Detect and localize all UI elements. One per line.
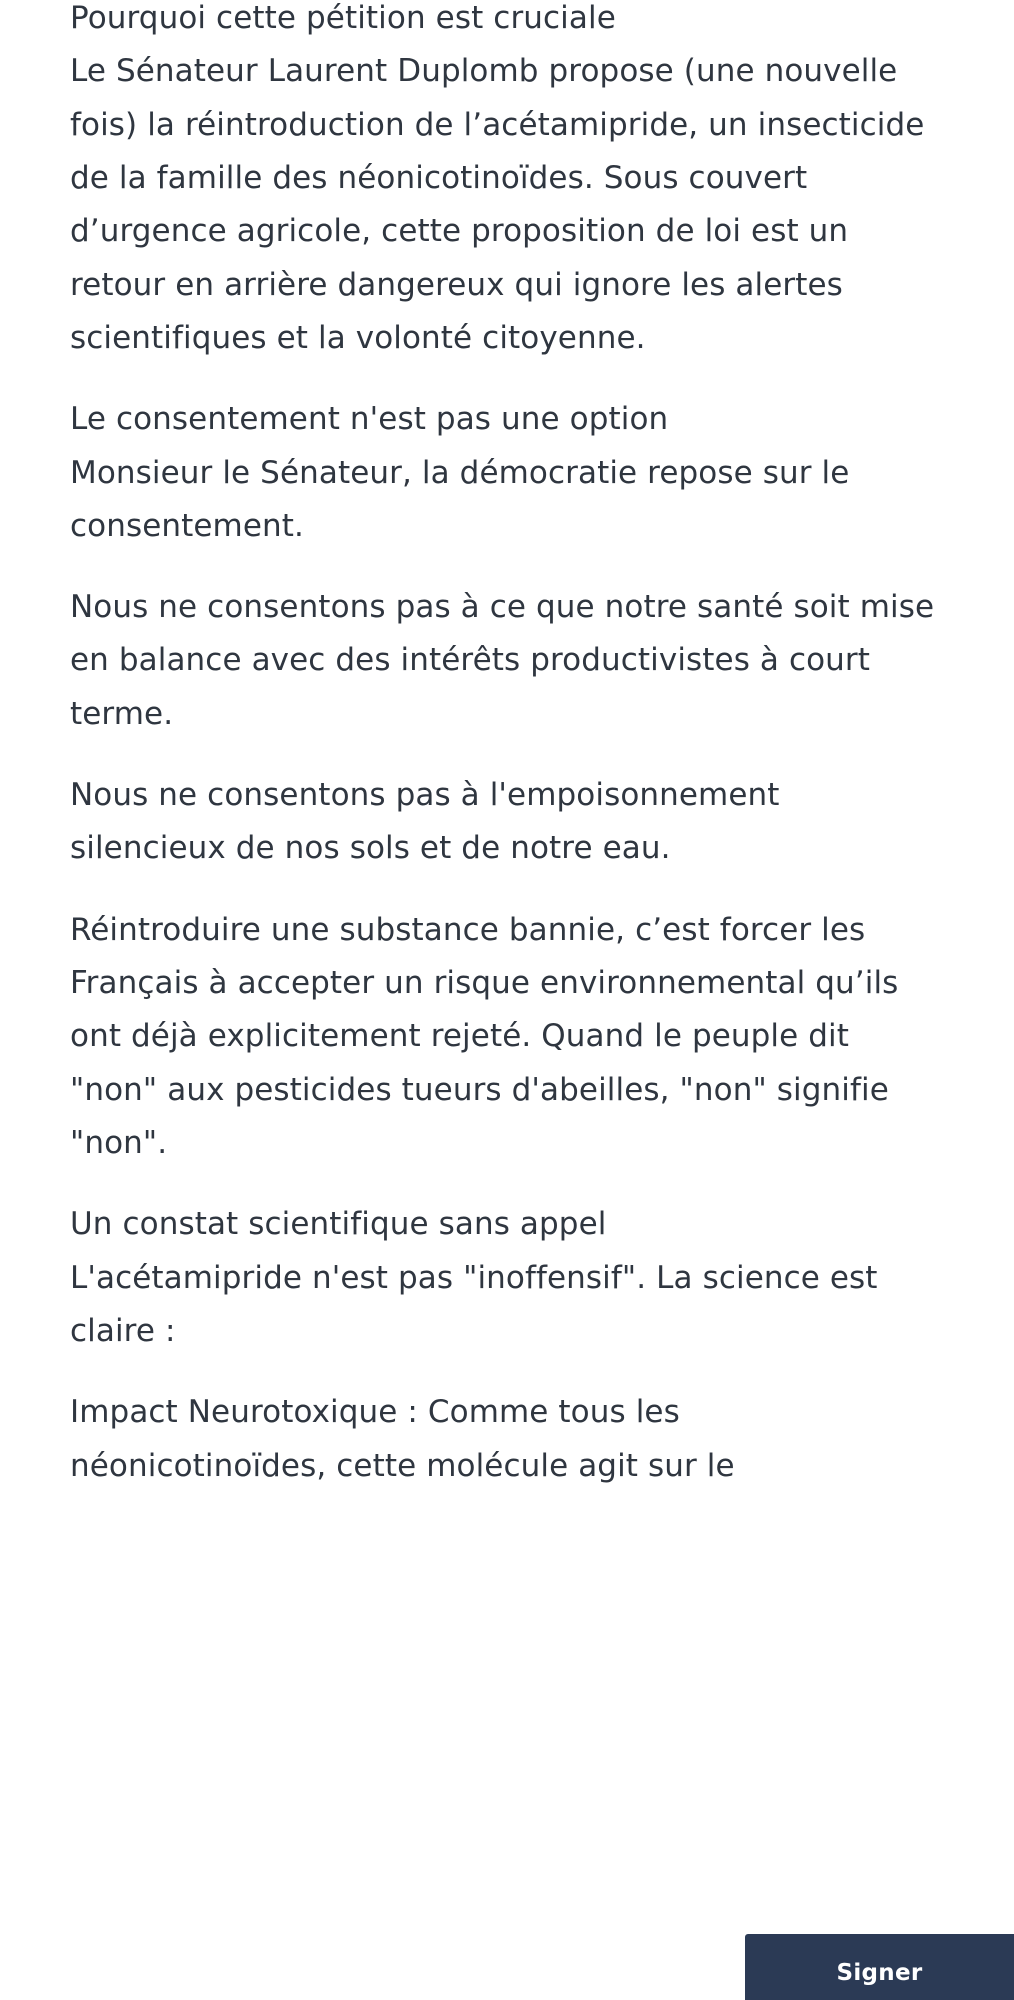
paragraph-heading: Le consentement n'est pas une option: [70, 401, 669, 438]
paragraph-block: [70, 1386, 938, 1493]
paragraph-block: [70, 769, 938, 876]
paragraph-body: Nous ne consentons pas à ce que notre santé soit mise en balance avec des intérêts productivistes à court terme.: [70, 589, 935, 732]
paragraph-block: [70, 904, 938, 1171]
paragraph-heading: Pourquoi cette pétition est cruciale: [70, 0, 616, 36]
paragraph-body: Impact Neurotoxique : Comme tous les néonicotinoïdes, cette molécule agit sur le: [70, 1394, 735, 1484]
sign-petition-button[interactable]: [745, 1934, 1014, 2000]
paragraph-block: [70, 393, 938, 553]
paragraph-body: L'acétamipride n'est pas "inoffensif". La science est claire :: [70, 1259, 878, 1349]
sign-petition-button-label: Signer: [836, 1960, 923, 1986]
paragraph-body: Réintroduire une substance bannie, c’est forcer les Français à accepter un risque environnemental qu’ils ont déjà explicitement rejeté. Quand le peuple dit "non" aux pesticides tueurs d'abeilles, "non" signifie "non".: [70, 911, 899, 1161]
paragraph-body: Nous ne consentons pas à l'empoisonnement silencieux de nos sols et de notre eau.: [70, 777, 780, 867]
paragraph-block: [70, 0, 938, 365]
paragraph-heading: Un constat scientifique sans appel: [70, 1206, 607, 1243]
left-margin-rail: [0, 0, 28, 2000]
paragraph-body: Monsieur le Sénateur, la démocratie repose sur le consentement.: [70, 454, 850, 544]
paragraph-block: [70, 581, 938, 741]
paragraph-block: [70, 1198, 938, 1358]
paragraph-body: Le Sénateur Laurent Duplomb propose (une nouvelle fois) la réintroduction de l’acétamipride, un insecticide de la famille des néonicotinoïdes. Sous couvert d’urgence agricole, cette proposition de loi est un retour en arrière dangereux qui ignore les alertes scientifiques et la volonté citoyenne.: [70, 53, 925, 356]
petition-text-content: [70, 0, 950, 1521]
